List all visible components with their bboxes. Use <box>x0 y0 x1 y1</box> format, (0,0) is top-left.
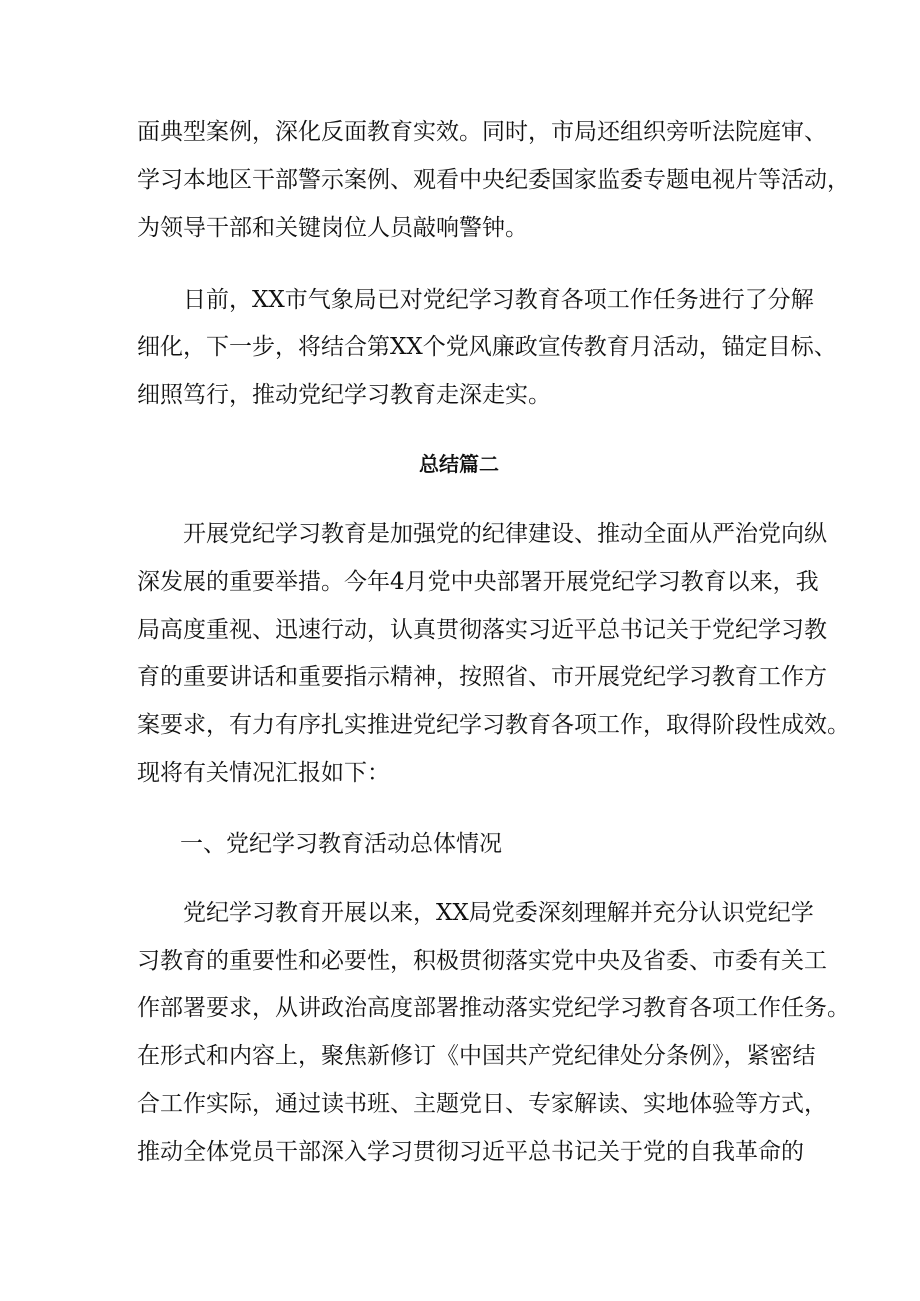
paragraph-4-line-2: 习教育的重要性和必要性，积极贯彻落实党中央及省委、市委有关工 <box>137 948 827 974</box>
heading-1: 一、党纪学习教育活动总体情况 <box>180 831 502 857</box>
paragraph-2-line-3: 细照笃行，推动党纪学习教育走深走实。 <box>137 382 551 408</box>
paragraph-2-line-1: 日前，XX市气象局已对党纪学习教育各项工作任务进行了分解 <box>183 287 814 313</box>
paragraph-4-line-5: 合工作实际，通过读书班、主题党日、专家解读、实地体验等方式， <box>137 1091 827 1117</box>
paragraph-3-line-4: 育的重要讲话和重要指示精神，按照省、市开展党纪学习教育工作方 <box>137 664 827 690</box>
paragraph-4-line-3: 作部署要求，从讲政治高度部署推动落实党纪学习教育各项工作任务。 <box>137 995 850 1021</box>
paragraph-3-line-2: 深发展的重要举措。今年4月党中央部署开展党纪学习教育以来，我 <box>137 569 819 595</box>
paragraph-4-line-6: 推动全体党员干部深入学习贯彻习近平总书记关于党的自我革命的 <box>137 1139 804 1165</box>
paragraph-3-line-3: 局高度重视、迅速行动，认真贯彻落实习近平总书记关于党纪学习教 <box>137 617 827 643</box>
paragraph-1-line-3: 为领导干部和关键岗位人员敲响警钟。 <box>137 215 528 241</box>
paragraph-3-line-1: 开展党纪学习教育是加强党的纪律建设、推动全面从严治党向纵 <box>183 521 827 547</box>
paragraph-1-line-1: 面典型案例，深化反面教育实效。同时，市局还组织旁听法院庭审、 <box>137 119 827 145</box>
paragraph-3-line-6: 现将有关情况汇报如下： <box>137 760 390 786</box>
paragraph-4-line-1: 党纪学习教育开展以来，XX局党委深刻理解并充分认识党纪学 <box>183 900 814 926</box>
paragraph-1-line-2: 学习本地区干部警示案例、观看中央纪委国家监委专题电视片等活动， <box>137 167 850 193</box>
paragraph-3-line-5: 案要求，有力有序扎实推进党纪学习教育各项工作，取得阶段性成效。 <box>137 712 850 738</box>
paragraph-4-line-4: 在形式和内容上，聚焦新修订《中国共产党纪律处分条例》，紧密结 <box>137 1043 816 1069</box>
section-title: 总结篇二 <box>419 452 499 476</box>
paragraph-2-line-2: 细化，下一步，将结合第XX个党风廉政宣传教育月活动，锚定目标、 <box>137 334 837 360</box>
